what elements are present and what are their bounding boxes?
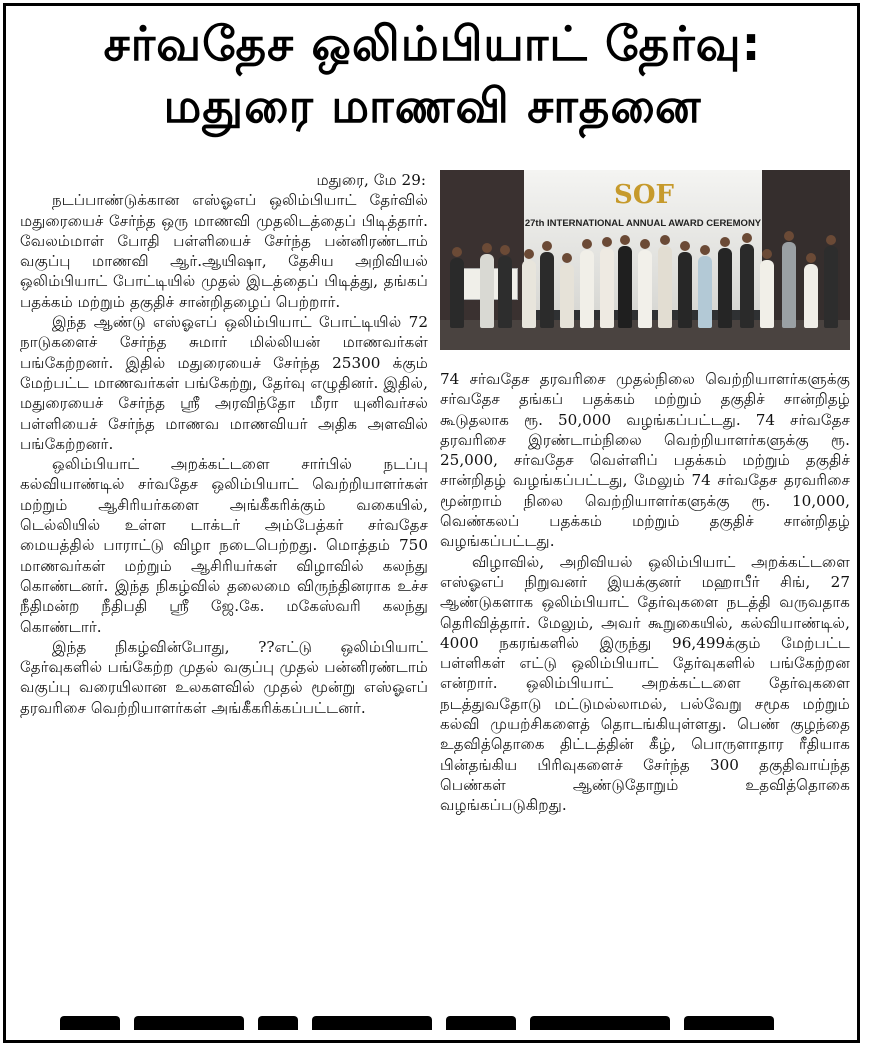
attendee-figure xyxy=(638,250,652,328)
attendee-head xyxy=(500,245,510,255)
attendee-head xyxy=(482,243,492,253)
attendee-head xyxy=(784,231,794,241)
attendee-figure xyxy=(618,246,632,328)
attendee-figure xyxy=(658,246,672,328)
attendee-head xyxy=(602,237,612,247)
attendee-figure xyxy=(678,252,692,328)
headline-line-1: சர்வதேச ஒலிம்பியாட் தேர்வு: xyxy=(103,17,762,72)
attendee-head xyxy=(660,235,670,245)
attendee-head xyxy=(720,237,730,247)
paragraph: இந்த நிகழ்வின்போது, ??எட்டு ஒலிம்பியாட் தேர்வுகளில் பங்கேற்ற முதல் வகுப்பு முதல் பன்னிரண்டாம் வகுப்பு வரையிலான உலகளவில் முதல் மூன்று எஸ்ஓஎப் தரவரிசை வெற்றியாளர்கள் அங்கீகரிக்கப்பட்டனர். xyxy=(20,637,428,717)
attendee-head xyxy=(806,253,816,263)
attendee-figure xyxy=(480,254,494,328)
paragraph: ஒலிம்பியாட் அறக்கட்டளை சார்பில் நடப்பு கல்வியாண்டில் சர்வதேச ஒலிம்பியாட் வெற்றியாளர்கள் மற்றும் ஆசிரியர்களை அங்கீகரிக்கும் வகையில், டெல்லியில் உள்ள டாக்டர் அம்பேத்கர் சர்வதேச மையத்தில் பாராட்டு விழா நடைபெற்றது. மொத்தம் 750 மாணவர்கள் மற்றும் ஆசிரியர்கள் விழாவில் கலந்து கொண்டனர். இந்த நிகழ்வில் தலைமை விருந்தினராக உச்ச நீதிமன்ற நீதிபதி ஸ்ரீ ஜே.கே. மகேஸ்வரி கலந்து கொண்டார். xyxy=(20,455,428,636)
attendee-figure xyxy=(698,256,712,328)
attendee-head xyxy=(582,239,592,249)
attendee-head xyxy=(826,235,836,245)
left-column xyxy=(20,170,428,718)
paragraph: விழாவில், அறிவியல் ஒலிம்பியாட் அறக்கட்டளை எஸ்ஓஎப் நிறுவனர் இயக்குனர் மஹாபீர் சிங், 27 ஆண்டுகளாக ஒலிம்பியாட் தேர்வுகளை நடத்தி வருவதாக தெரிவித்தார். மேலும், அவர் கூறுகையில், கல்வியாண்டில், 4000 நகரங்களில் இருந்து 96,499க்கும் மேற்பட்ட பள்ளிகள் எட்டு ஒலிம்பியாட் தேர்வுகளில் பங்கேற்றன என்றார். ஒலிம்பியாட் அறக்கட்டளை தேர்வுகளை நடத்துவதோடு மட்டுமல்லாமல், பல்வேறு சமூக மற்றும் கல்வி முயற்சிகளைத் தொடங்கியுள்ளது. பெண் குழந்தை உதவித்தொகை திட்டத்தின் கீழ், பொருளாதார ரீதியாக பின்தங்கிய பிரிவுகளைச் சேர்ந்த 300 தகுதிவாய்ந்த பெண்கள் ஆண்டுதோறும் உதவித்தொகை வழங்கப்படுகிறது. xyxy=(440,552,850,815)
attendee-head xyxy=(542,241,552,251)
attendee-figure xyxy=(824,246,838,328)
attendee-figure xyxy=(560,264,574,328)
attendee-figure xyxy=(718,248,732,328)
attendee-figure xyxy=(760,260,774,328)
attendee-figure xyxy=(580,250,594,328)
ceremony-banner: 27th INTERNATIONAL ANNUAL AWARD CEREMONY xyxy=(524,218,762,229)
attendee-figure xyxy=(740,244,754,328)
attendee-head xyxy=(762,249,772,259)
paragraph: இந்த ஆண்டு எஸ்ஓஎப் ஒலிம்பியாட் போட்டியில் 72 நாடுகளைச் சேர்ந்த சுமார் மில்லியன் மாணவர்கள் பங்கேற்றனர். இதில் மதுரையைச் சேர்ந்த 25300 க்கும் மேற்பட்ட மாணவர்கள் பங்கேற்று, தேர்வு எழுதினர். இதில், மதுரையைச் சேர்ந்த ஸ்ரீ அரவிந்தோ மீரா யுனிவர்சல் பள்ளியைச் சேர்ந்த மாணவ மாணவியர் அதிக அளவில் பங்கேற்றனர். xyxy=(20,313,428,453)
attendee-figure xyxy=(522,260,536,328)
sof-logo: SOF xyxy=(614,180,674,210)
attendee-figure xyxy=(540,252,554,328)
attendee-head xyxy=(452,247,462,257)
attendee-figure xyxy=(498,256,512,328)
award-ceremony-photo xyxy=(440,170,850,350)
cut-off-next-headline xyxy=(60,1016,800,1030)
attendee-head xyxy=(524,249,534,259)
attendee-head xyxy=(620,235,630,245)
attendee-figure xyxy=(804,264,818,328)
right-column xyxy=(440,369,850,816)
attendee-figure xyxy=(450,258,464,328)
dateline: மதுரை, மே 29: xyxy=(316,171,426,189)
attendee-head xyxy=(742,233,752,243)
attendee-head xyxy=(562,253,572,263)
attendee-figure xyxy=(600,248,614,328)
headline-line-2: மதுரை மாணவி சாதனை xyxy=(163,79,702,134)
attendee-head xyxy=(640,239,650,249)
headline xyxy=(10,14,855,138)
attendee-head xyxy=(680,241,690,251)
paragraph: நடப்பாண்டுக்கான எஸ்ஓஎப் ஒலிம்பியாட் தேர்வில் மதுரையைச் சேர்ந்த ஒரு மாணவி முதலிடத்தைப் பிடித்தார். வேலம்மாள் போதி பள்ளியைச் சேர்ந்த பன்னிரண்டாம் வகுப்பு மாணவி ஆர்.ஆயிஷா, தேசிய அறிவியல் ஒலிம்பியாட் போட்டியில் முதல் இடத்தைப் பிடித்து, தங்கப் பதக்கம் மற்றும் தகுதிச் சான்றிதழைப் பெற்றார். xyxy=(20,191,428,311)
paragraph: 74 சர்வதேச தரவரிசை முதல்நிலை வெற்றியாளர்களுக்கு சர்வதேச தங்கப் பதக்கம் மற்றும் தகுதிச் சான்றிதழ் கூடுதலாக ரூ. 50,000 வழங்கப்பட்டது. 74 சர்வதேச தரவரிசை இரண்டாம்நிலை வெற்றியாளர்களுக்கு ரூ. 25,000, சர்வதேச வெள்ளிப் பதக்கம் மற்றும் தகுதிச் சான்றிதழ் வழங்கப்பட்டது, மேலும் 74 சர்வதேச தரவரிசை மூன்றாம் நிலை வெற்றியாளர்களுக்கு ரூ. 10,000, வெண்கலப் பதக்கம் மற்றும் தகுதிச் சான்றிதழ் வழங்கப்பட்டது. xyxy=(440,370,850,551)
attendee-head xyxy=(700,245,710,255)
attendee-figure xyxy=(782,242,796,328)
